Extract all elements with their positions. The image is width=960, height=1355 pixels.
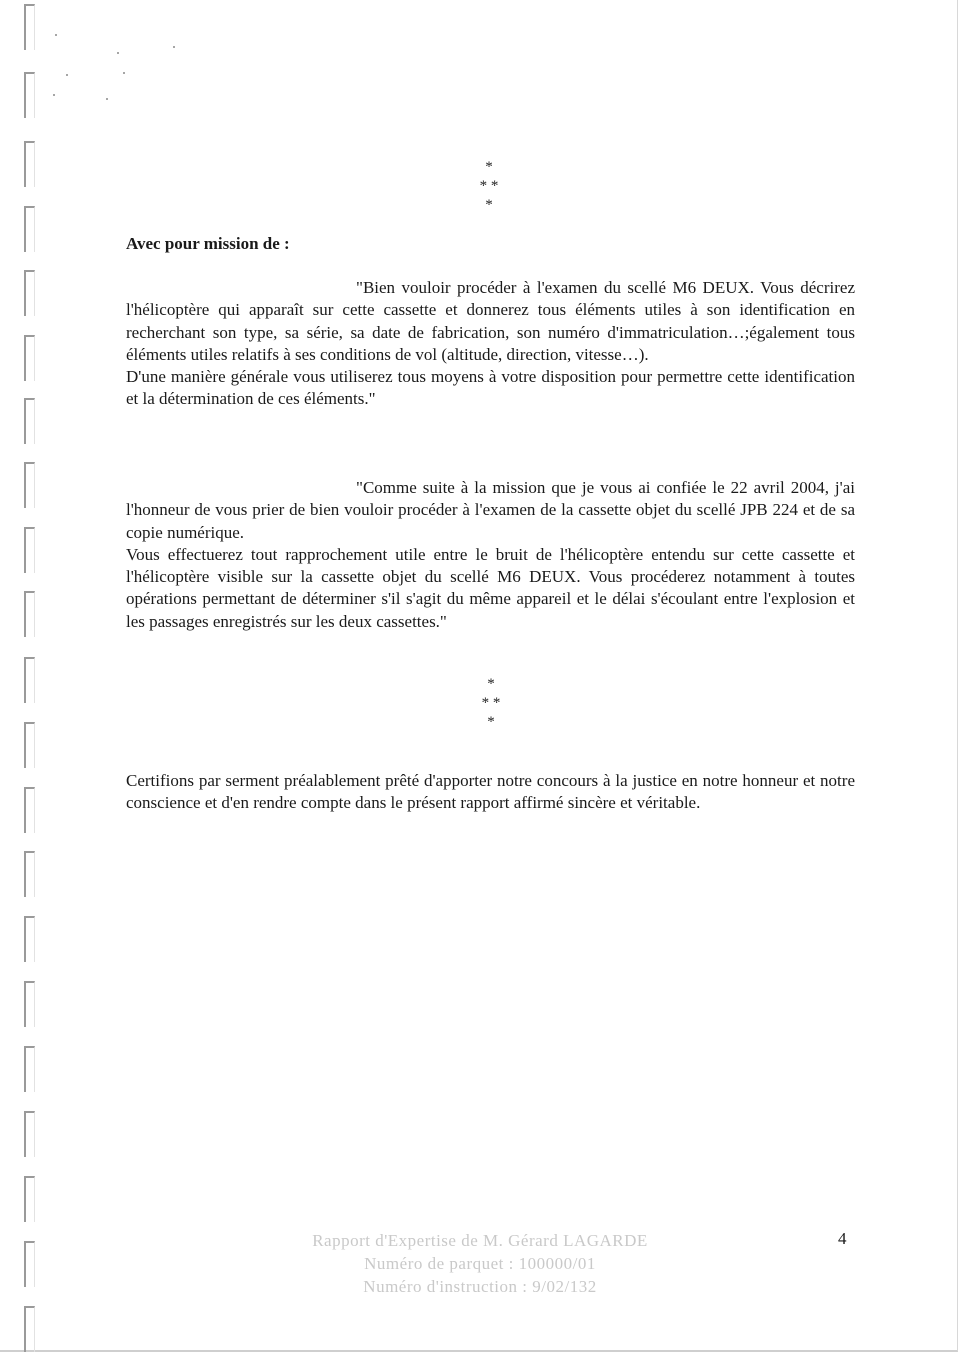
scan-speck xyxy=(173,46,175,48)
first-quote xyxy=(126,277,855,411)
page-number: 4 xyxy=(838,1229,847,1248)
section-separator xyxy=(469,158,509,215)
binder-ring xyxy=(24,851,35,897)
binder-ring xyxy=(24,398,35,444)
binder-ring xyxy=(24,335,35,381)
binder-ring xyxy=(24,787,35,833)
binder-ring xyxy=(24,527,35,573)
separator-star: * xyxy=(485,197,493,213)
binder-ring xyxy=(24,1306,35,1352)
footer-parquet-number: Numéro de parquet : 100000/01 xyxy=(364,1254,596,1273)
footer-report-title: Rapport d'Expertise de M. Gérard LAGARDE xyxy=(312,1231,648,1250)
scan-speck xyxy=(117,52,119,54)
second-quote xyxy=(126,477,855,633)
separator-star: * xyxy=(485,159,493,175)
binder-ring xyxy=(24,72,35,118)
report-footer xyxy=(260,1229,700,1298)
first-quote-text: "Bien vouloir procéder à l'examen du scellé M6 DEUX. Vous décrirez l'hélicoptère qui apparaît sur cette cassette et donnerez tous éléments utiles à son identification en recherchant son type, sa série, sa date de fabrication, son numéro d'immatriculation…;également tous éléments utiles relatifs à ses conditions de vol (altitude, direction, vitesse…). xyxy=(126,278,855,364)
binder-ring xyxy=(24,591,35,637)
oath-paragraph: Certifions par serment préalablement prêté d'apporter notre concours à la justice en notre honneur et notre conscience et d'en rendre compte dans le présent rapport affirmé sincère et véritable. xyxy=(126,771,855,813)
binder-ring xyxy=(24,141,35,187)
binder-ring xyxy=(24,4,35,50)
binder-ring xyxy=(24,1046,35,1092)
binder-ring xyxy=(24,981,35,1027)
separator-stars-middle: * * xyxy=(481,695,501,711)
binder-ring xyxy=(24,1176,35,1222)
separator-stars-middle: * * xyxy=(479,178,499,194)
binder-rings xyxy=(18,0,48,1355)
binder-ring xyxy=(24,206,35,252)
separator-star: * xyxy=(487,714,495,730)
scan-speck xyxy=(123,72,125,74)
scan-speck xyxy=(66,74,68,76)
mission-heading: Avec pour mission de : xyxy=(126,234,290,253)
scan-speck xyxy=(106,98,108,100)
binder-ring xyxy=(24,657,35,703)
second-quote-continuation: Vous effectuerez tout rapprochement utile entre le bruit de l'hélicoptère entendu sur cette cassette et l'hélicoptère visible sur la cassette objet du scellé M6 DEUX. Vous procéderez notamment à toutes opérations permettant de déterminer s'il s'agit du même appareil et le délai s'écoulant entre l'explosion et les passages enregistrés sur les deux cassettes." xyxy=(126,544,855,631)
binder-ring xyxy=(24,462,35,508)
binder-ring xyxy=(24,270,35,316)
section-separator xyxy=(471,675,511,732)
scan-speck xyxy=(55,34,57,36)
binder-ring xyxy=(24,722,35,768)
binder-ring xyxy=(24,1111,35,1157)
binder-ring xyxy=(24,916,35,962)
footer-instruction-number: Numéro d'instruction : 9/02/132 xyxy=(363,1277,597,1296)
first-quote-continuation: D'une manière générale vous utiliserez tous moyens à votre disposition pour permettre cette identification et la détermination de ces éléments." xyxy=(126,367,855,409)
scan-speck xyxy=(53,94,55,96)
second-quote-text: "Comme suite à la mission que je vous ai confiée le 22 avril 2004, j'ai l'honneur de vous prier de bien vouloir procéder à l'examen de la cassette objet du scellé JPB 224 et de sa copie numérique. xyxy=(126,478,855,542)
separator-star: * xyxy=(487,676,495,692)
binder-ring xyxy=(24,1241,35,1287)
